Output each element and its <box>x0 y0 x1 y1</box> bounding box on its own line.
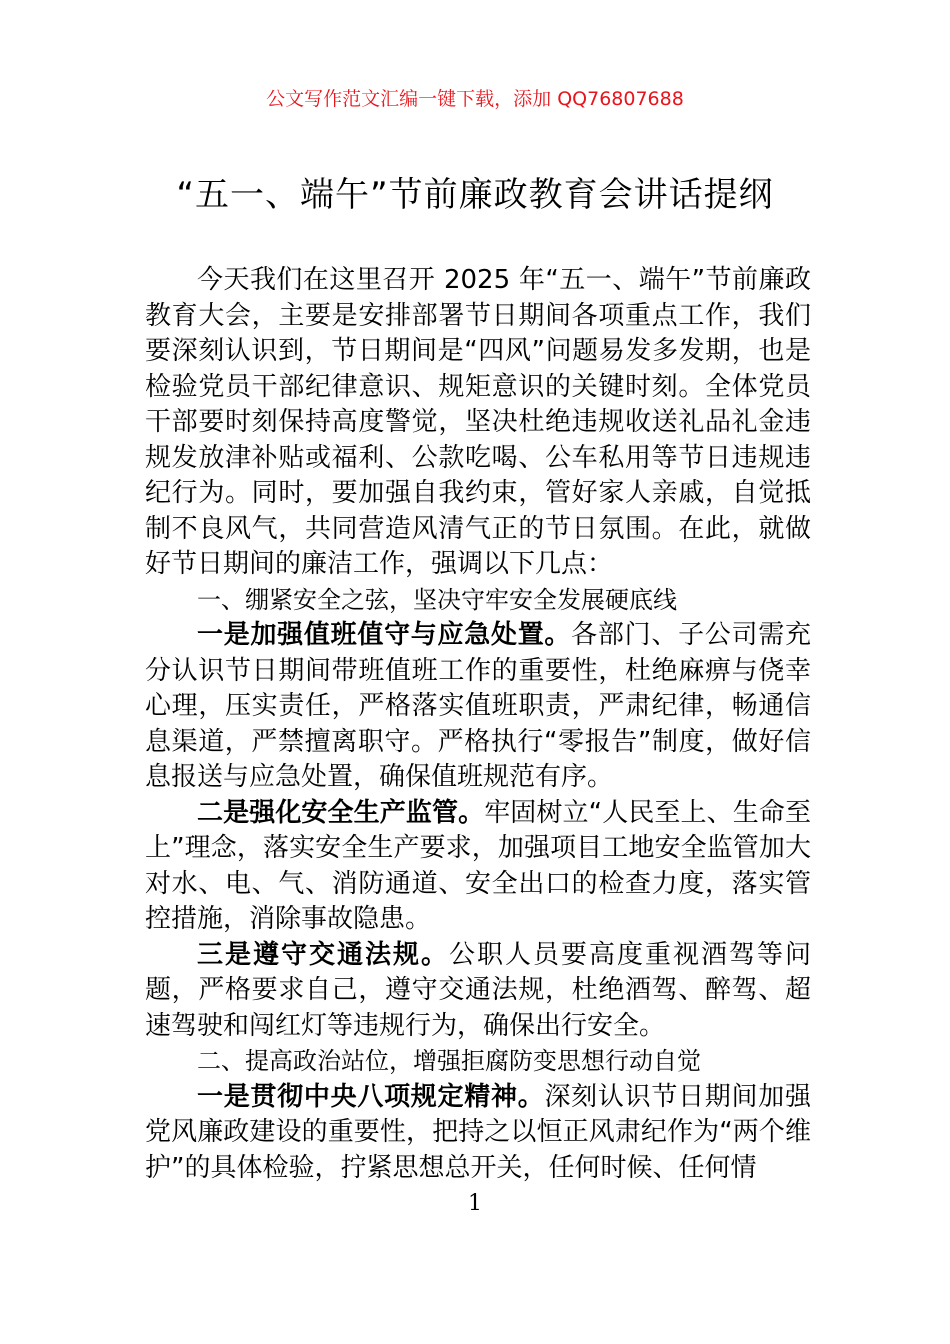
document-body <box>145 263 811 1186</box>
paragraph-lead: 二是强化安全生产监管。 <box>197 797 485 828</box>
page-title: “五一、端午”节前廉政教育会讲话提纲 <box>176 175 774 215</box>
download-watermark: 公文写作范文汇编一键下载，添加 QQ76807688 <box>266 88 684 110</box>
page-number: 1 <box>468 1191 482 1216</box>
paragraph-text: 深刻认识节日期间加强党风廉政建设的重要性，把持之以恒正风肃纪作为“两个维护”的具体检验，拧紧思想总开关，任何时候、任何情 <box>145 1081 811 1183</box>
paragraph-lead: 一是贯彻中央八项规定精神。 <box>197 1081 545 1112</box>
section-heading: 一、绷紧安全之弦，坚决守牢安全发展硬底线 <box>197 585 677 614</box>
paragraph-text: 公职人员要高度重视酒驾等问题，严格要求自己，遵守交通法规，杜绝酒驾、醉驾、超速驾驶和闯红灯等违规行为，确保出行安全。 <box>145 939 811 1041</box>
paragraph-lead: 一是加强值班值守与应急处置。 <box>197 620 572 650</box>
body-paragraph <box>145 1080 811 1187</box>
paragraph-lead: 三是遵守交通法规。 <box>197 939 449 970</box>
section-heading: 二、提高政治站位，增强拒腐防变思想行动自觉 <box>197 1047 701 1075</box>
paragraph-text: 牢固树立“人民至上、生命至上”理念，落实安全生产要求，加强项目工地安全监管加大对水、电、气、消防通道、安全出口的检查力度，落实管控措施，消除事故隐患。 <box>145 797 811 934</box>
body-paragraph <box>145 618 811 796</box>
body-paragraph <box>145 938 811 1045</box>
intro-paragraph: 今天我们在这里召开 2025 年“五一、端午”节前廉政教育大会，主要是安排部署节日期间各项重点工作，我们要深刻认识到，节日期间是“四风”问题易发多发期，也是检验党员干部纪律意识、规矩意识的关键时刻。全体党员干部要时刻保持高度警觉，坚决杜绝违规收送礼品礼金违规发放津补贴或福利、公款吃喝、公车私用等节日违规违纪行为。同时，要加强自我约束，管好家人亲戚，自觉抵制不良风气，共同营造风清气正的节日氛围。在此，就做好节日期间的廉洁工作，强调以下几点： <box>145 265 811 579</box>
paragraph-text: 各部门、子公司需充分认识节日期间带班值班工作的重要性，杜绝麻痹与侥幸心理，压实责任，严格落实值班职责，严肃纪律，畅通信息渠道，严禁擅离职守。严格执行“零报告”制度，做好信息报送与应急处置，确保值班规范有序。 <box>145 620 811 792</box>
body-paragraph <box>145 796 811 938</box>
